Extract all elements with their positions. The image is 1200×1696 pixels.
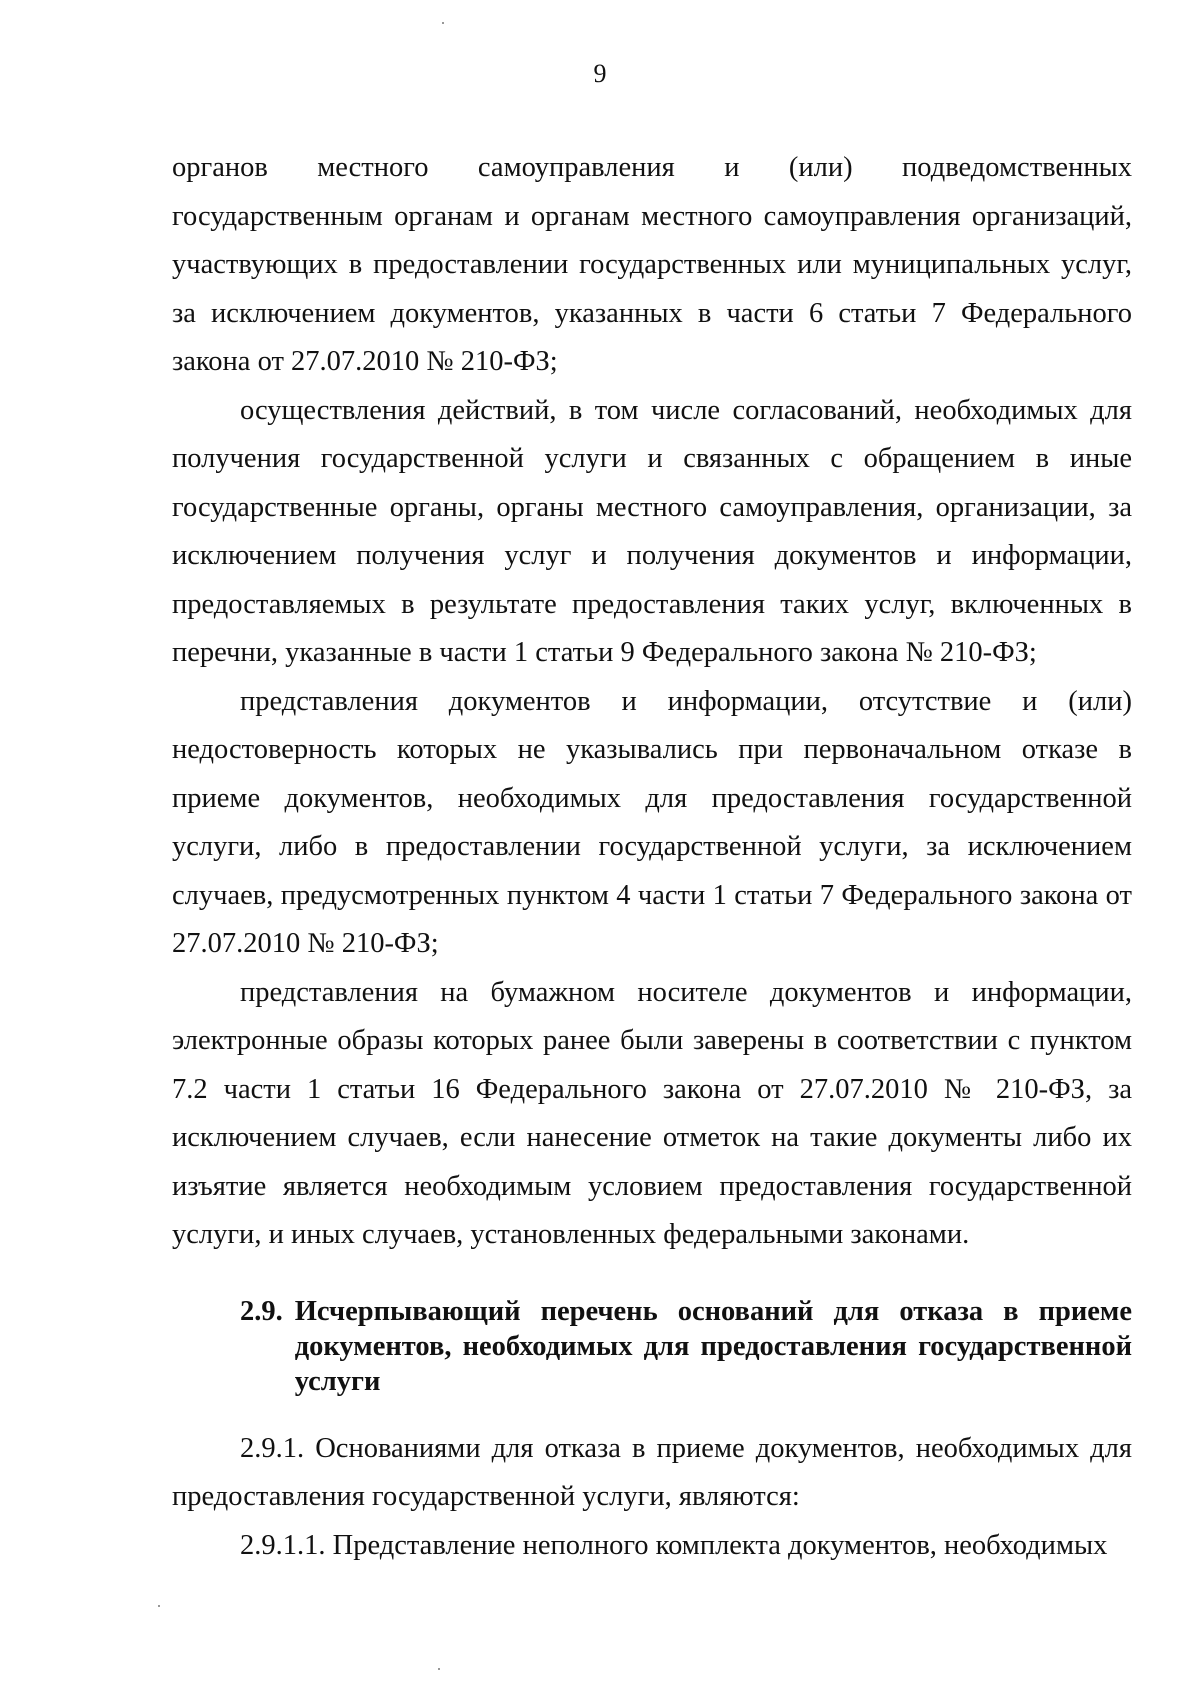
section-heading — [172, 1294, 1132, 1399]
scan-speck — [158, 1605, 160, 1607]
scan-speck — [442, 22, 444, 24]
section-number: 2.9. — [240, 1295, 283, 1327]
paragraph-actions: осуществления действий, в том числе согласований, необходимых для получения государственной услуги и связанных с обращением в иные государственные органы, органы местного самоуправления, организации, за исключением получения услуг и получения документов и информации, предоставляемых в результате предоставления таких услуг, включенных в перечни, указанные в части 1 статьи 9 Федерального закона № 210-ФЗ; — [172, 394, 1132, 668]
document-body — [172, 144, 1132, 1570]
scan-speck — [438, 1668, 440, 1670]
subsection-2-9-1: 2.9.1. Основаниями для отказа в приеме документов, необходимых для предоставления государственной услуги, являются: — [172, 1432, 1132, 1512]
paragraph-paper-media: представления на бумажном носителе документов и информации, электронные образы которых ранее были заверены в соответствии с пунктом 7.2 части 1 статьи 16 Федерального закона от 27.07.2010 № 210-ФЗ, за исключением случаев, если нанесение отметок на такие документы либо их изъятие является необходимым условием предоставления государственной услуги, и иных случаев, установленных федеральными законами. — [172, 976, 1132, 1250]
subsection-2-9-1-1: 2.9.1.1. Представление неполного комплекта документов, необходимых — [240, 1529, 1108, 1561]
paragraph-continuation: органов местного самоуправления и (или) подведомственных государственным органам и органам местного самоуправления организаций, участвующих в предоставлении государственных или муниципальных услуг, за исключением документов, указанных в части 6 статьи 7 Федерального закона от 27.07.2010 № 210-ФЗ; — [172, 152, 1132, 377]
page-number: 9 — [593, 59, 607, 88]
paragraph-documents-info: представления документов и информации, отсутствие и (или) недостоверность которых не указывались при первоначальном отказе в приеме документов, необходимых для предоставления государственной услуги, либо в предоставлении государственной услуги, за исключением случаев, предусмотренных пунктом 4 части 1 статьи 7 Федерального закона от 27.07.2010 № 210-ФЗ; — [172, 685, 1132, 959]
section-title: Исчерпывающий перечень оснований для отказа в приеме документов, необходимых для предоставления государственной услуги — [294, 1295, 1132, 1397]
